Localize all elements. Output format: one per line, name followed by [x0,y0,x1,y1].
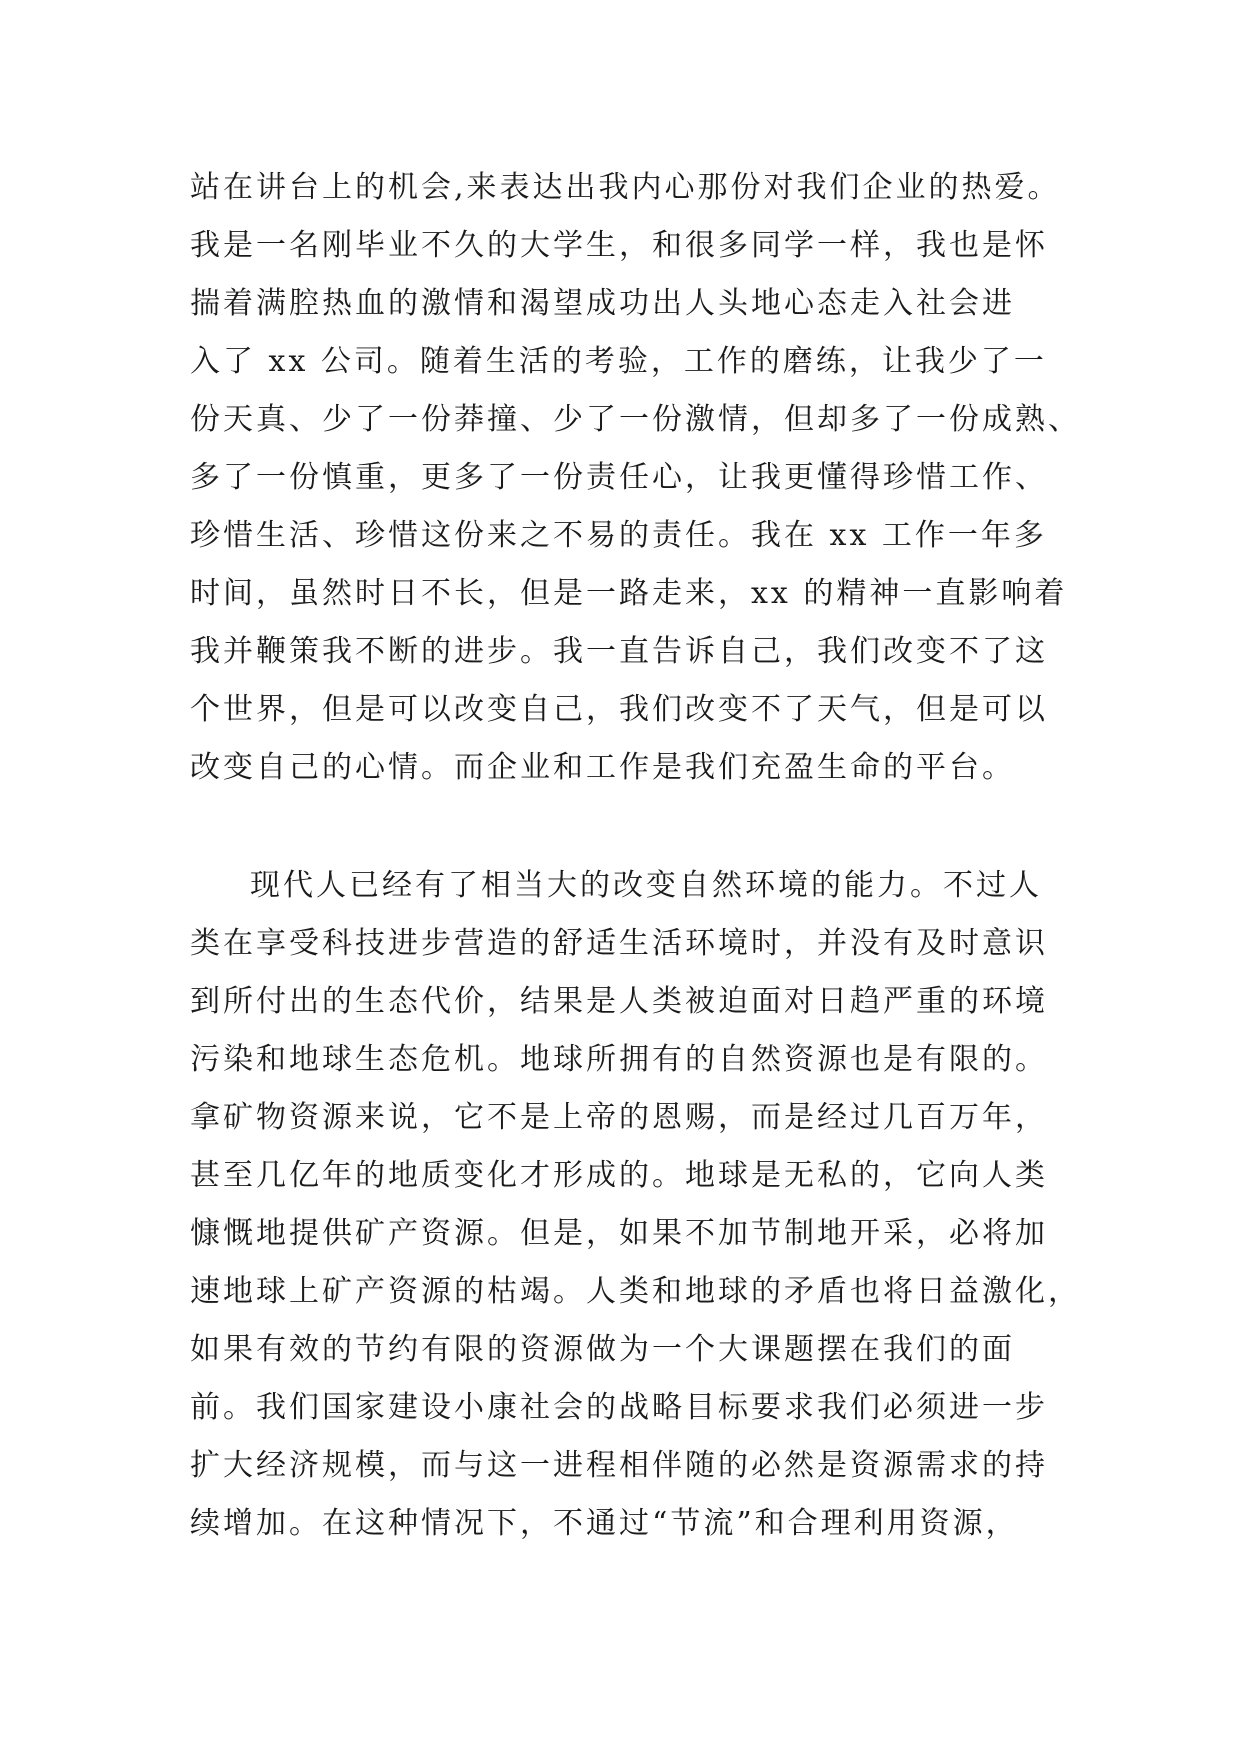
text-line: 我是一名刚毕业不久的大学生，和很多同学一样，我也是怀 [190,228,1048,263]
text-line: 揣着满腔热血的激情和渴望成功出人头地心态走入社会进 [190,286,1015,321]
text-line: 改变自己的心情。而企业和工作是我们充盈生命的平台。 [190,750,1015,785]
text-line: 到所付出的生态代价，结果是人类被迫面对日趋严重的环境 [190,984,1048,1019]
text-line: 前。我们国家建设小康社会的战略目标要求我们必须进一步 [190,1390,1048,1425]
text-line: 如果有效的节约有限的资源做为一个大课题摆在我们的面 [190,1332,1015,1367]
text-line: 时间，虽然时日不长，但是一路走来，xx 的精神一直影响着 [190,576,1068,611]
text-line: 个世界，但是可以改变自己，我们改变不了天气，但是可以 [190,692,1048,727]
text-line: 类在享受科技进步营造的舒适生活环境时，并没有及时意识 [190,926,1048,961]
text-line: 我并鞭策我不断的进步。我一直告诉自己，我们改变不了这 [190,634,1048,669]
text-line: 珍惜生活、珍惜这份来之不易的责任。我在 xx 工作一年多 [190,518,1047,553]
text-line: 份天真、少了一份莽撞、少了一份激情，但却多了一份成熟、 [190,402,1081,437]
text-line: 污染和地球生态危机。地球所拥有的自然资源也是有限的。 [190,1042,1048,1077]
text-line: 续增加。在这种情况下，不通过“节流”和合理利用资源， [190,1506,1019,1541]
text-line: 慷慨地提供矿产资源。但是，如果不加节制地开采，必将加 [190,1216,1048,1251]
text-line: 扩大经济规模，而与这一进程相伴随的必然是资源需求的持 [190,1448,1048,1483]
text-line: 入了 xx 公司。随着生活的考验，工作的磨练，让我少了一 [190,344,1047,379]
text-line: 甚至几亿年的地质变化才形成的。地球是无私的，它向人类 [190,1158,1048,1193]
text-line: 拿矿物资源来说，它不是上帝的恩赐，而是经过几百万年， [190,1100,1048,1135]
text-line: 多了一份慎重，更多了一份责任心，让我更懂得珍惜工作、 [190,460,1048,495]
text-line: 站在讲台上的机会,来表达出我内心那份对我们企业的热爱。 [190,170,1061,205]
text-line: 速地球上矿产资源的枯竭。人类和地球的矛盾也将日益激化， [190,1274,1081,1309]
text-line: 现代人已经有了相当大的改变自然环境的能力。不过人 [250,868,1042,903]
